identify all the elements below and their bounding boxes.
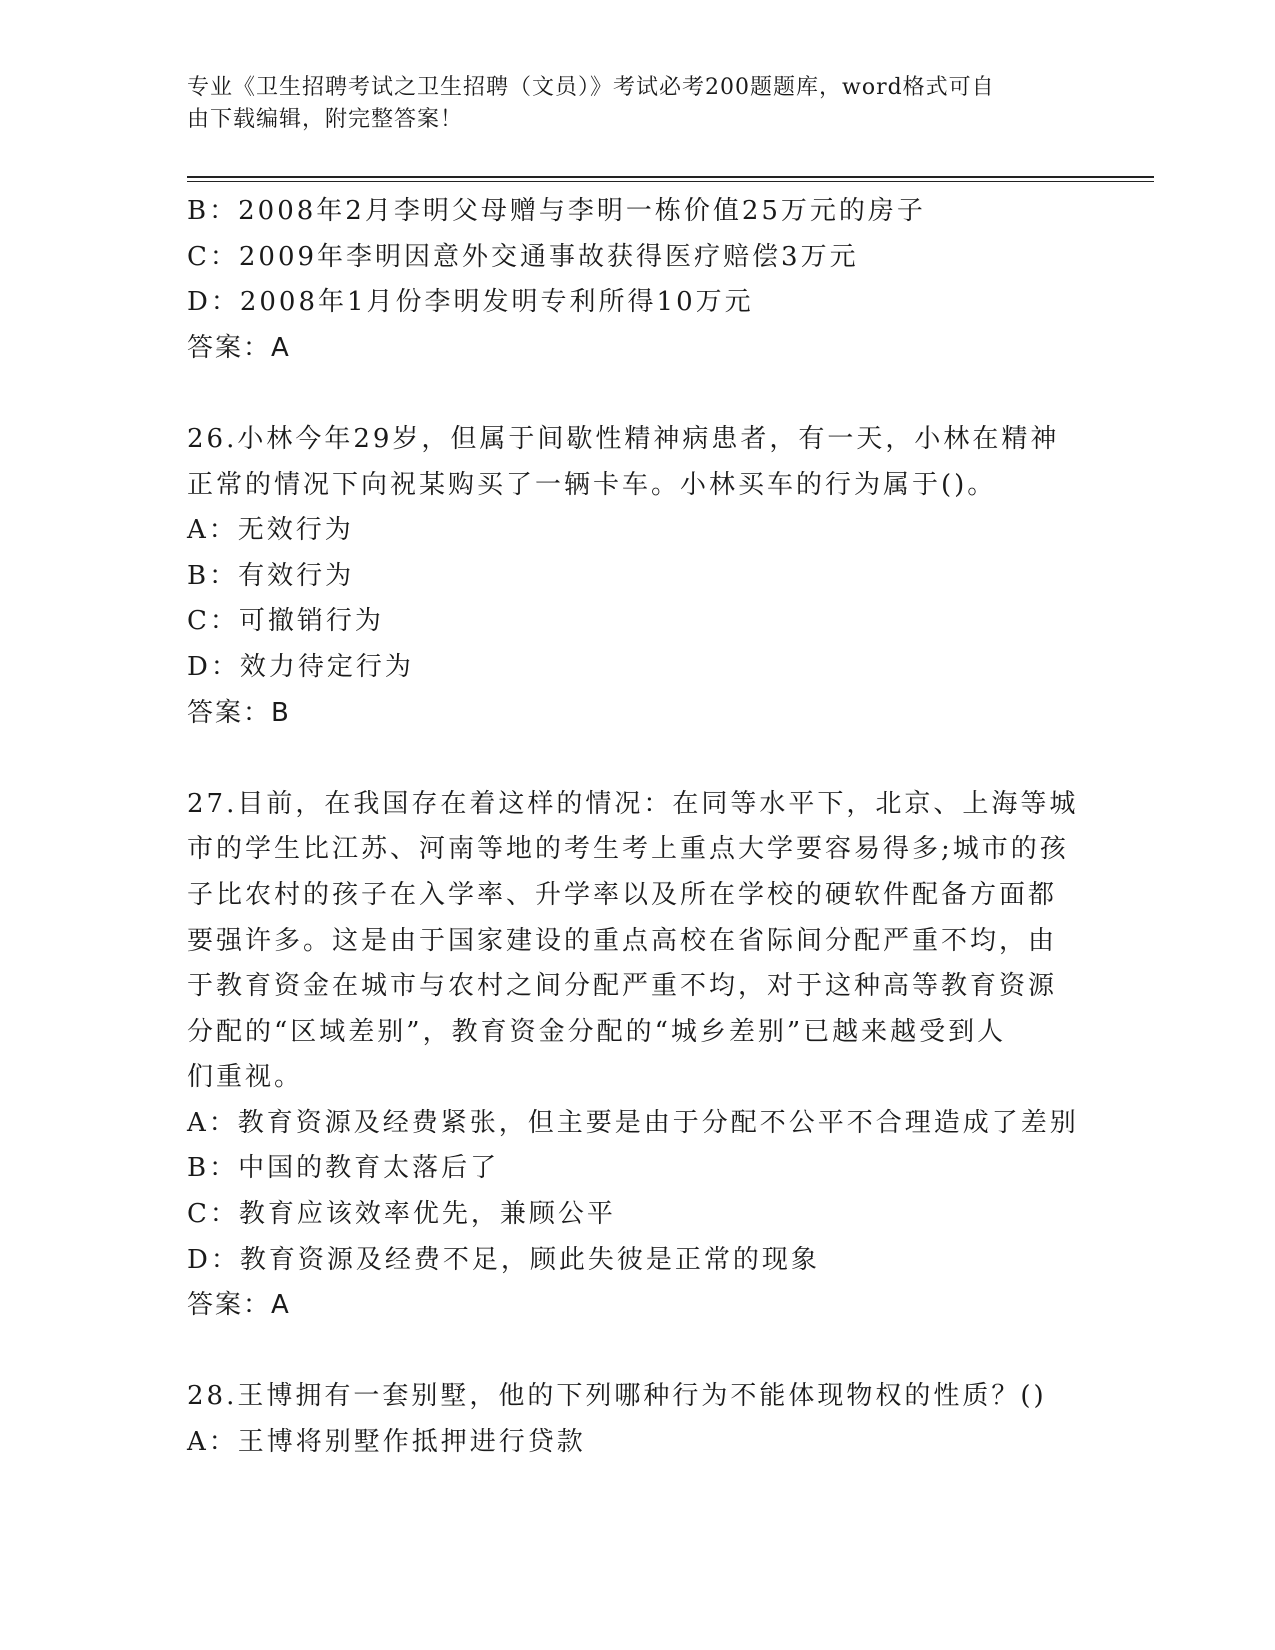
option-a: A：王博将别墅作抵押进行贷款	[187, 1427, 586, 1458]
spacer	[187, 371, 1087, 417]
question-stem-line: 26.小林今年29岁，但属于间歇性精神病患者，有一天，小林在精神	[187, 423, 1060, 454]
question-stem-line: 28.王博拥有一套别墅，他的下列哪种行为不能体现物权的性质？()	[187, 1381, 1047, 1412]
spacer	[187, 736, 1087, 782]
answer: 答案：A	[187, 1290, 291, 1321]
question-stem-line: 于教育资金在城市与农村之间分配严重不均，对于这种高等教育资源	[187, 971, 1058, 1002]
answer: 答案：A	[187, 332, 291, 363]
option-a: A：无效行为	[187, 515, 354, 546]
option-c: C：教育应该效率优先，兼顾公平	[187, 1199, 616, 1230]
question-stem-line: 子比农村的孩子在入学率、升学率以及所在学校的硬软件配备方面都	[187, 879, 1058, 910]
header-rule-thick	[187, 176, 1154, 178]
spacer	[187, 1329, 1087, 1375]
option-c: C：可撤销行为	[187, 606, 384, 637]
option-b: B：有效行为	[187, 560, 355, 591]
answer: 答案：B	[187, 697, 291, 728]
option-c: C：2009年李明因意外交通事故获得医疗赔偿3万元	[187, 241, 859, 272]
option-d: D：效力待定行为	[187, 651, 414, 682]
header-rule-thin	[187, 181, 1154, 182]
option-d: D：教育资源及经费不足，顾此失彼是正常的现象	[187, 1244, 820, 1275]
header-line-1: 专业《卫生招聘考试之卫生招聘（文员）》考试必考200题题库，word格式可自	[187, 75, 995, 100]
question-27	[187, 782, 1087, 1329]
option-a: A：教育资源及经费紧张，但主要是由于分配不公平不合理造成了差别	[187, 1107, 1079, 1138]
option-b: B：2008年2月李明父母赠与李明一栋价值25万元的房子	[187, 196, 926, 226]
question-26	[187, 417, 1087, 736]
question-stem-line: 27.目前，在我国存在着这样的情况：在同等水平下，北京、上海等城	[187, 788, 1079, 819]
question-stem-line: 要强许多。这是由于国家建设的重点高校在省际间分配严重不均，由	[187, 925, 1058, 956]
question-stem-line: 们重视。	[187, 1062, 304, 1093]
question-stem-line: 分配的“区域差别”，教育资金分配的“城乡差别”已越来越受到人	[187, 1016, 1007, 1047]
question-28	[187, 1374, 1087, 1465]
document-body	[187, 189, 1087, 1466]
question-25	[187, 189, 1087, 371]
question-stem-line: 正常的情况下向祝某购买了一辆卡车。小林买车的行为属于()。	[187, 469, 997, 500]
option-d: D：2008年1月份李明发明专利所得10万元	[187, 287, 754, 318]
option-b: B：中国的教育太落后了	[187, 1153, 500, 1184]
question-stem-line: 市的学生比江苏、河南等地的考生考上重点大学要容易得多;城市的孩	[187, 834, 1069, 865]
document-header	[187, 72, 1087, 136]
header-line-2: 由下载编辑，附完整答案！	[187, 107, 464, 132]
